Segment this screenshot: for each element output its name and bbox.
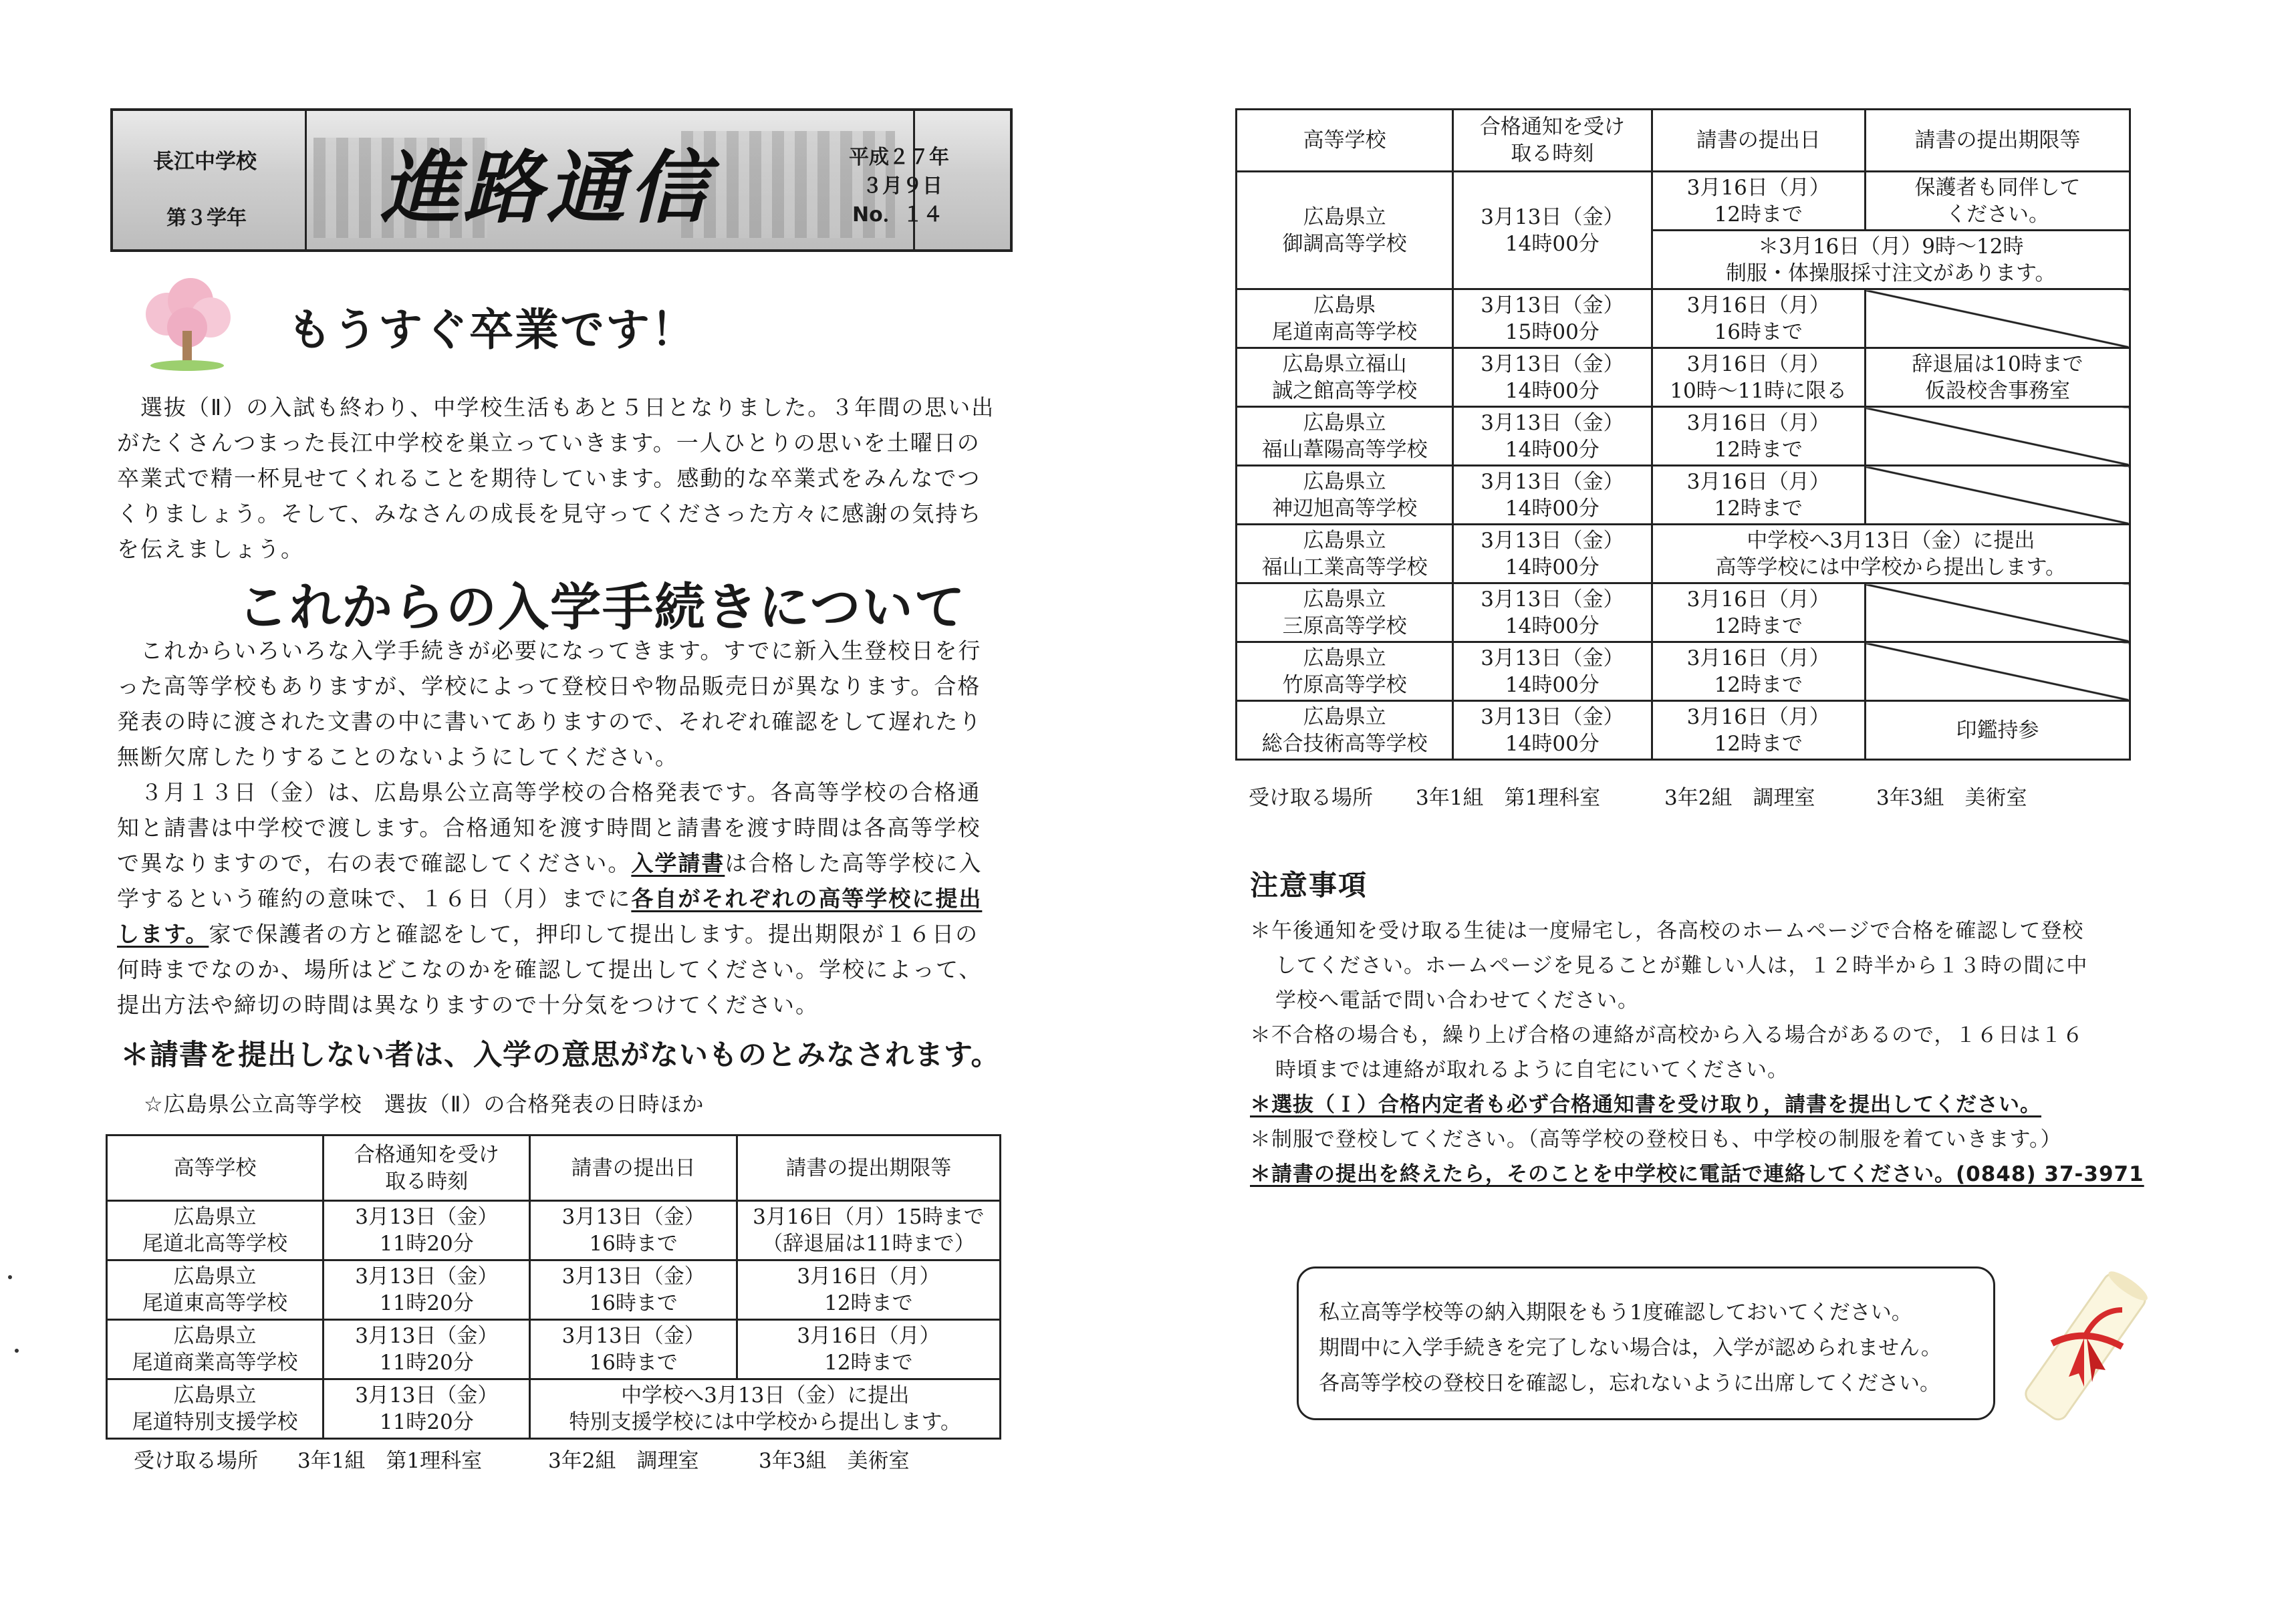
- merged-submit-cell: 中学校へ3月13日（金）に提出 特別支援学校には中学校から提出します。: [530, 1379, 1001, 1439]
- graduation-line: 選抜（Ⅱ）の入試も終わり、中学校生活もあと５日となりました。３年間の思い出: [140, 394, 995, 420]
- reminder-line: 私立高等学校等の納入期限をもう1度確認しておいてください。: [1319, 1301, 1912, 1325]
- school-cell: 広島県立 御調高等学校: [1237, 172, 1453, 289]
- header-notice-time: 合格通知を受け 取る時刻: [324, 1135, 530, 1201]
- procedures-line: ３月１３日（金）は、広島県公立高等学校の合格発表です。各高等学校の合格通: [140, 779, 981, 805]
- note-item-continued: 学校へ電話で問い合わせてください。: [1275, 988, 1639, 1013]
- empty-deadline-cell: [1865, 289, 2130, 348]
- issue-number: No．１４: [852, 203, 943, 227]
- diploma-scroll-icon: [2005, 1263, 2166, 1430]
- header-deadline: 請書の提出期限等: [737, 1135, 1000, 1201]
- masthead-left-cell: [113, 111, 307, 249]
- notice-cell: 3月13日（金） 11時20分: [324, 1379, 530, 1439]
- notice-cell: 3月13日（金） 14時00分: [1453, 466, 1652, 525]
- submit-cell: 3月16日（月） 16時まで: [1652, 289, 1865, 348]
- notice-cell: 3月13日（金） 11時20分: [324, 1260, 530, 1320]
- header-school: 高等学校: [107, 1135, 324, 1201]
- graduation-heading: もうすぐ卒業です！: [287, 304, 696, 356]
- table-row: [107, 1379, 1001, 1439]
- table-row: [1237, 289, 2130, 348]
- note-item: ＊不合格の場合も，繰り上げ合格の連絡が高校から入る場合があるので，１６日は１６: [1250, 1023, 2084, 1047]
- submit-emphasis: 各自がそれぞれの高等学校に提出: [631, 886, 983, 912]
- header-deadline: 請書の提出期限等: [1865, 110, 2130, 172]
- pickup-location-class3: 3年3組 美術室: [759, 1449, 910, 1473]
- note-item: ＊午後通知を受け取る生徒は一度帰宅し，各高校のホームページで合格を確認して登校: [1250, 919, 2084, 943]
- notes-list: [1250, 914, 2199, 1192]
- table-row: [107, 1201, 1001, 1260]
- reminder-line: 各高等学校の登校日を確認し，忘れないように出席してください。: [1319, 1371, 1940, 1395]
- notice-cell: 3月13日（金） 14時00分: [1453, 172, 1652, 289]
- table-row: [1237, 642, 2130, 701]
- submit-emphasis-end: します。: [117, 921, 209, 947]
- empty-deadline-cell: [1865, 583, 2130, 642]
- empty-deadline-cell: [1865, 407, 2130, 466]
- school-cell: 広島県立 神辺旭高等学校: [1237, 466, 1453, 525]
- submit-cell: 3月13日（金） 16時まで: [530, 1201, 737, 1260]
- school-cell: 広島県立 福山工業高等学校: [1237, 525, 1453, 583]
- school-cell: 広島県立 尾道商業高等学校: [107, 1320, 324, 1379]
- pickup-location-label: 受け取る場所: [134, 1449, 258, 1473]
- notes-heading: 注意事項: [1250, 869, 1368, 902]
- masthead-title-cell: [307, 111, 915, 249]
- note-item-emphasis: ＊選抜（Ｉ）合格内定者も必ず合格通知書を受け取り，請書を提出してください。: [1250, 1093, 2041, 1117]
- scan-speck: [8, 1275, 12, 1279]
- graduation-paragraph: [117, 390, 1053, 567]
- notice-cell: 3月13日（金） 11時20分: [324, 1320, 530, 1379]
- table-caption: ☆広島県公立高等学校 選抜（Ⅱ）の合格発表の日時ほか: [144, 1091, 705, 1117]
- empty-deadline-cell: [1865, 466, 2130, 525]
- submit-cell: 3月13日（金） 16時まで: [530, 1320, 737, 1379]
- issue-date: ３月９日: [862, 174, 942, 198]
- pickup-location-class1: 3年1組 第1理科室: [297, 1449, 483, 1473]
- graduation-line: くりましょう。そして、みなさんの成長を見守ってくださった方々に感謝の気持ち: [117, 501, 983, 527]
- admission-pledge-emphasis: 入学請書: [631, 850, 725, 876]
- header-notice-time: 合格通知を受け 取る時刻: [1453, 110, 1652, 172]
- pickup-location-label: 受け取る場所: [1249, 786, 1373, 810]
- table-row: [1237, 172, 2130, 231]
- submit-cell: 3月16日（月） 12時まで: [1652, 172, 1865, 231]
- procedures-line: [117, 881, 1053, 916]
- procedures-line: 無断欠席したりすることのないようにしてください。: [117, 744, 678, 770]
- procedures-paragraph-2: [117, 775, 1053, 1023]
- header-submit-date: 請書の提出日: [530, 1135, 737, 1201]
- submit-cell: 3月16日（月） 12時まで: [1652, 407, 1865, 466]
- submit-cell: 3月16日（月） 12時まで: [1652, 701, 1865, 760]
- note-item-continued: 時頃までは連絡が取れるように自宅にいてください。: [1275, 1058, 1789, 1082]
- procedures-line: これからいろいろな入学手続きが必要になってきます。すでに新入生登校日を行: [140, 638, 982, 664]
- onomichi-schools-table: [106, 1134, 1001, 1440]
- pickup-location-class3: 3年3組 美術室: [1876, 786, 2027, 810]
- procedures-text: は合格した高等学校に入: [725, 850, 983, 876]
- table-header-row: [1237, 110, 2130, 172]
- notice-cell: 3月13日（金） 11時20分: [324, 1201, 530, 1260]
- deadline-cell: 印鑑持参: [1865, 701, 2130, 760]
- procedures-line: 提出方法や締切の時間は異なりますので十分気をつけてください。: [117, 992, 819, 1018]
- school-name: 長江中学校: [153, 150, 257, 174]
- pledge-warning: ＊請書を提出しない者は、入学の意思がないものとみなされます。: [120, 1039, 1001, 1072]
- graduation-line: 卒業式で精一杯見せてくれることを期待しています。感動的な卒業式をみんなでつ: [117, 465, 981, 491]
- uniform-fitting-cell: ＊3月16日（月）9時～12時 制服・体操服採寸注文があります。: [1652, 231, 2130, 289]
- merged-submit-cell: 中学校へ3月13日（金）に提出 高等学校には中学校から提出します。: [1652, 525, 2130, 583]
- deadline-cell: 保護者も同伴して ください。: [1865, 172, 2130, 231]
- fukuyama-mihara-schools-table: [1235, 108, 2131, 761]
- submit-cell: 3月16日（月） 12時まで: [1652, 642, 1865, 701]
- deadline-cell: 辞退届は10時まで 仮設校舎事務室: [1865, 348, 2130, 407]
- procedures-text: で異なりますので，右の表で確認してください。: [117, 850, 632, 876]
- graduation-line: を伝えましょう。: [117, 536, 304, 562]
- procedures-line: 発表の時に渡された文書の中に書いてありますので、それぞれ確認をして遅れたり: [117, 708, 983, 734]
- table-row: [1237, 407, 2130, 466]
- school-cell: 広島県立 尾道北高等学校: [107, 1201, 324, 1260]
- notice-cell: 3月13日（金） 14時00分: [1453, 348, 1652, 407]
- issue-year: 平成２７年: [849, 146, 949, 169]
- procedures-text: 家で保護者の方と確認をして，押印して提出します。提出期限が１６日の: [209, 921, 979, 947]
- pickup-location-class1: 3年1組 第1理科室: [1416, 786, 1601, 810]
- notice-cell: 3月13日（金） 15時00分: [1453, 289, 1652, 348]
- notice-cell: 3月13日（金） 14時00分: [1453, 525, 1652, 583]
- notice-cell: 3月13日（金） 14時00分: [1453, 701, 1652, 760]
- table-row: [1237, 525, 2130, 583]
- school-cell: 広島県立 尾道特別支援学校: [107, 1379, 324, 1439]
- table-row: [1237, 701, 2130, 760]
- table-row: [1237, 348, 2130, 407]
- pickup-location-class2: 3年2組 調理室: [1664, 786, 1815, 810]
- note-item-emphasis: ＊請書の提出を終えたら，そのことを中学校に電話で連絡してください。(0848) 37-3971: [1250, 1162, 2144, 1186]
- submit-cell: 3月16日（月） 10時～11時に限る: [1652, 348, 1865, 407]
- notice-cell: 3月13日（金） 14時00分: [1453, 642, 1652, 701]
- deadline-cell: 3月16日（月）15時まで （辞退届は11時まで）: [737, 1201, 1000, 1260]
- notice-cell: 3月13日（金） 14時00分: [1453, 583, 1652, 642]
- note-item-continued: してください。ホームページを見ることが難しい人は，１２時半から１３時の間に中: [1275, 954, 2088, 978]
- note-item: ＊制服で登校してください。（高等学校の登校日も、中学校の制服を着ていきます。）: [1250, 1127, 2062, 1152]
- graduation-line: がたくさんつまった長江中学校を巣立っていきます。一人ひとりの思いを土曜日の: [117, 430, 981, 456]
- table-row: [1237, 466, 2130, 525]
- table-header-row: [107, 1135, 1001, 1201]
- school-cell: 広島県立 福山葦陽高等学校: [1237, 407, 1453, 466]
- school-cell: 広島県立 尾道東高等学校: [107, 1260, 324, 1320]
- submit-cell: 3月16日（月） 12時まで: [1652, 466, 1865, 525]
- school-cell: 広島県立 総合技術高等学校: [1237, 701, 1453, 760]
- table-row: [107, 1260, 1001, 1320]
- reminder-line: 期間中に入学手続きを完了しない場合は，入学が認められません。: [1319, 1336, 1942, 1360]
- school-cell: 広島県立福山 誠之館高等学校: [1237, 348, 1453, 407]
- empty-deadline-cell: [1865, 642, 2130, 701]
- notice-cell: 3月13日（金） 14時00分: [1453, 407, 1652, 466]
- pickup-location-class2: 3年2組 調理室: [548, 1449, 699, 1473]
- procedures-heading: これからの入学手続きについて: [237, 577, 967, 637]
- procedures-paragraph-1: [117, 633, 1053, 775]
- header-submit-date: 請書の提出日: [1652, 110, 1865, 172]
- school-cell: 広島県立 竹原高等学校: [1237, 642, 1453, 701]
- procedures-line: [117, 916, 1053, 952]
- school-cell: 広島県 尾道南高等学校: [1237, 289, 1453, 348]
- procedures-line: った高等学校もありますが、学校によって登校日や物品販売日が異なります。合格: [117, 673, 981, 699]
- procedures-line: [117, 845, 1053, 881]
- school-cell: 広島県立 三原高等学校: [1237, 583, 1453, 642]
- grade-label: 第３学年: [166, 207, 247, 230]
- scan-speck: [15, 1349, 19, 1353]
- table-row: [1237, 583, 2130, 642]
- table-row: [107, 1320, 1001, 1379]
- submit-cell: 3月13日（金） 16時まで: [530, 1260, 737, 1320]
- deadline-cell: 3月16日（月） 12時まで: [737, 1260, 1000, 1320]
- procedures-line: 知と請書は中学校で渡します。合格通知を渡す時間と請書を渡す時間は各高等学校: [117, 815, 981, 841]
- newsletter-title: 進路通信: [380, 142, 713, 234]
- header-school: 高等学校: [1237, 110, 1453, 172]
- procedures-line: 何時までなのか、場所はどこなのかを確認して提出してください。学校によって、: [117, 956, 983, 982]
- deadline-cell: 3月16日（月） 12時まで: [737, 1320, 1000, 1379]
- submit-cell: 3月16日（月） 12時まで: [1652, 583, 1865, 642]
- private-school-reminder-box: [1297, 1266, 1995, 1420]
- cherry-blossom-icon: [137, 277, 237, 374]
- procedures-text: 学するという確約の意味で、１６日（月）までに: [117, 886, 632, 912]
